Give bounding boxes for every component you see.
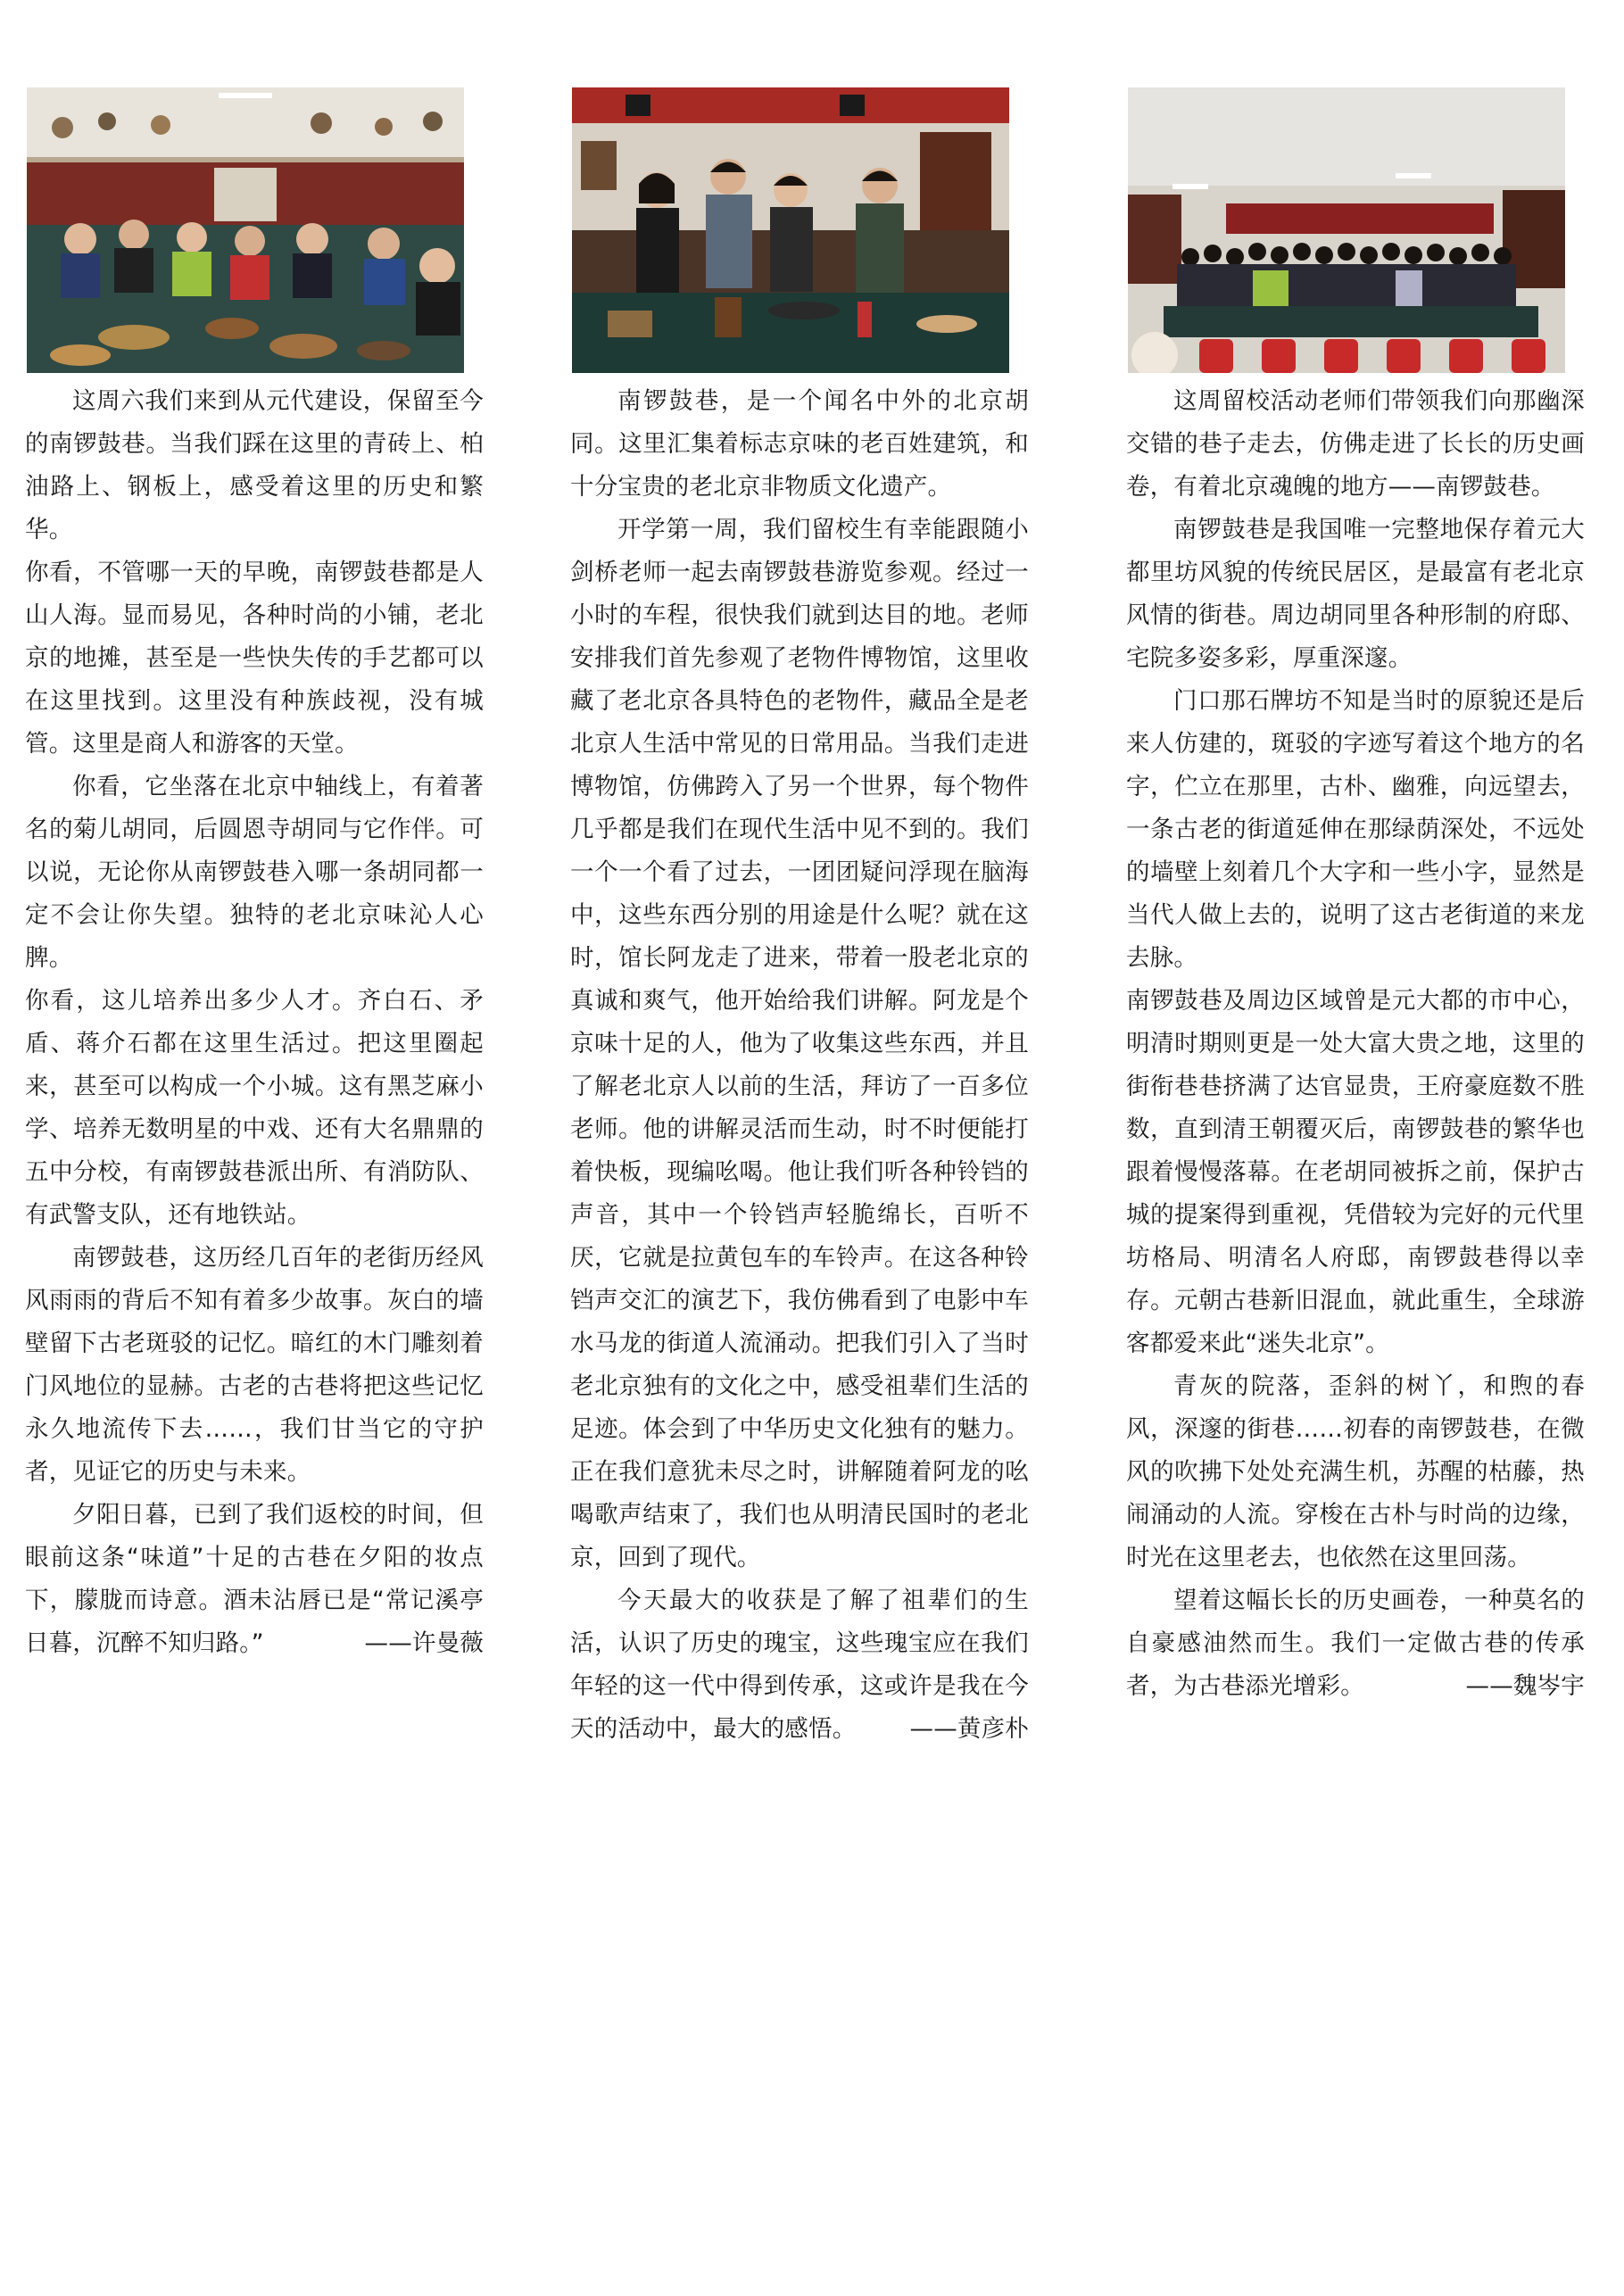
paragraph: 你看，它坐落在北京中轴线上，有着著名的菊儿胡同，后圆恩寺胡同与它作伴。可以说，无论你从南锣鼓巷入哪一条胡同都一定不会让你失望。独特的老北京味沁人心脾。 xyxy=(25,773,484,972)
paragraph: 开学第一周，我们留校生有幸能跟随小剑桥老师一起去南锣鼓巷游览参观。经过一小时的车程，很快我们就到达目的地。老师安排我们首先参观了老物件博物馆，这里收藏了老北京各具特色的老物件，藏品全是老北京人生活中常见的日常用品。当我们走进博物馆，仿佛跨入了另一个世界，每个物件几乎都是我们在现代生活中见不到的。我们一个一个看了过去，一团团疑问浮现在脑海中，这些东西分别的用途是什么呢？就在这时，馆长阿龙走了进来，带着一股老北京的真诚和爽气，他开始给我们讲解。阿龙是个京味十足的人，他为了收集这些东西，并且了解老北京人以前的生活，拜访了一百多位老师。他的讲解灵活而生动，时不时便能打着快板，现编吆喝。他让我们听各种铃铛的声音，其中一个铃铛声轻脆绵长，百听不厌，它就是拉黄包车的车铃声。在这各种铃铛声交汇的演艺下，我仿佛看到了电影中车水马龙的街道人流涌动。把我们引入了当时老北京独有的文化之中，感受祖辈们生活的足迹。体会到了中华历史文化独有的魅力。正在我们意犹未尽之时，讲解随着阿龙的吆喝歌声结束了，我们也从明清民国时的老北京，回到了现代。 xyxy=(570,516,1029,1571)
paragraph: 青灰的院落，歪斜的树丫，和煦的春风，深邃的街巷……初春的南锣鼓巷，在微风的吹拂下处处充满生机，苏醒的枯藤，热闹涌动的人流。穿梭在古朴与时尚的边缘，时光在这里老去，也依然在这里回荡。 xyxy=(1126,1372,1585,1571)
article-column-3 xyxy=(1126,87,1585,1708)
article-text-1 xyxy=(25,380,484,1665)
group-museum-photo-icon xyxy=(27,87,464,373)
paragraph-text: 今天最大的收获是了解了祖辈们的生活，认识了历史的瑰宝，这些瑰宝应在我们年轻的这一代中得到传承，这或许是我在今天的活动中，最大的感悟。 xyxy=(570,1587,1029,1743)
paragraph: 你看，这儿培养出多少人才。齐白石、矛盾、蒋介石都在这里生活过。把这里圈起来，甚至可以构成一个小城。这有黑芝麻小学、培养无数明星的中戏、还有大名鼎鼎的五中分校，有南锣鼓巷派出所、有消防队、有武警支队，还有地铁站。 xyxy=(25,987,484,1229)
paragraph: 南锣鼓巷及周边区域曾是元大都的市中心，明清时期则更是一处大富大贵之地，这里的街衔巷巷挤满了达官显贵，王府豪庭数不胜数，直到清王朝覆灭后，南锣鼓巷的繁华也跟着慢慢落幕。在老胡同被拆之前，保护古城的提案得到重视，凭借较为完好的元代里坊格局、明清名人府邸，南锣鼓巷得以幸存。元朝古巷新旧混血，就此重生，全球游客都爱来此“迷失北京”。 xyxy=(1126,987,1585,1357)
group-hall-photo-icon xyxy=(1128,87,1565,373)
paragraph: 门口那石牌坊不知是当时的原貌还是后来人仿建的，斑驳的字迹写着这个地方的名字，伫立在那里，古朴、幽雅，向远望去，一条古老的街道延伸在那绿荫深处，不远处的墙壁上刻着几个大字和一些小字，显然是当代人做上去的，说明了这古老街道的来龙去脉。 xyxy=(1126,687,1585,972)
paragraph: 这周六我们来到从元代建设，保留至今的南锣鼓巷。当我们踩在这里的青砖上、柏油路上、钢板上，感受着这里的历史和繁华。 xyxy=(25,387,484,543)
paragraph-text: 夕阳日暮，已到了我们返校的时间，但眼前这条“味道”十足的古巷在夕阳的妆点下，朦胧而诗意。酒未沾唇已是“常记溪亭日暮，沉醉不知归路。” xyxy=(25,1501,484,1657)
article-column-1 xyxy=(25,87,484,1665)
paragraph: 南锣鼓巷，这历经几百年的老街历经风风雨雨的背后不知有着多少故事。灰白的墙壁留下古老斑驳的记忆。暗红的木门雕刻着门风地位的显赫。古老的古巷将把这些记忆永久地流传下去……，我们甘当它的守护者，见证它的历史与未来。 xyxy=(25,1244,484,1486)
author-signature: ——黄彦朴 xyxy=(909,1715,1029,1743)
paragraph: 你看，不管哪一天的早晚，南锣鼓巷都是人山人海。显而易见，各种时尚的小铺，老北京的地摊，甚至是一些快失传的手艺都可以在这里找到。这里没有种族歧视，没有城管。这里是商人和游客的天堂。 xyxy=(25,559,484,758)
article-text-3 xyxy=(1126,380,1585,1708)
students-exhibit-photo-icon xyxy=(572,87,1009,373)
paragraph-text: 望着这幅长长的历史画卷，一种莫名的自豪感油然而生。我们一定做古巷的传承者，为古巷添光增彩。 xyxy=(1126,1587,1585,1700)
article-column-2 xyxy=(570,87,1029,1751)
author-signature: ——许曼薇 xyxy=(364,1629,484,1657)
paragraph xyxy=(1126,1579,1585,1708)
paragraph xyxy=(570,1579,1029,1751)
paragraph xyxy=(25,1494,484,1665)
paragraph: 这周留校活动老师们带领我们向那幽深交错的巷子走去，仿佛走进了长长的历史画卷，有着北京魂魄的地方——南锣鼓巷。 xyxy=(1126,387,1585,501)
paragraph: 南锣鼓巷是我国唯一完整地保存着元大都里坊风貌的传统民居区，是最富有老北京风情的街巷。周边胡同里各种形制的府邸、宅院多姿多彩，厚重深邃。 xyxy=(1126,516,1585,672)
paragraph: 南锣鼓巷，是一个闻名中外的北京胡同。这里汇集着标志京味的老百姓建筑，和十分宝贵的老北京非物质文化遗产。 xyxy=(570,387,1029,501)
article-text-2 xyxy=(570,380,1029,1751)
author-signature: ——魏岑宇 xyxy=(1465,1672,1585,1700)
